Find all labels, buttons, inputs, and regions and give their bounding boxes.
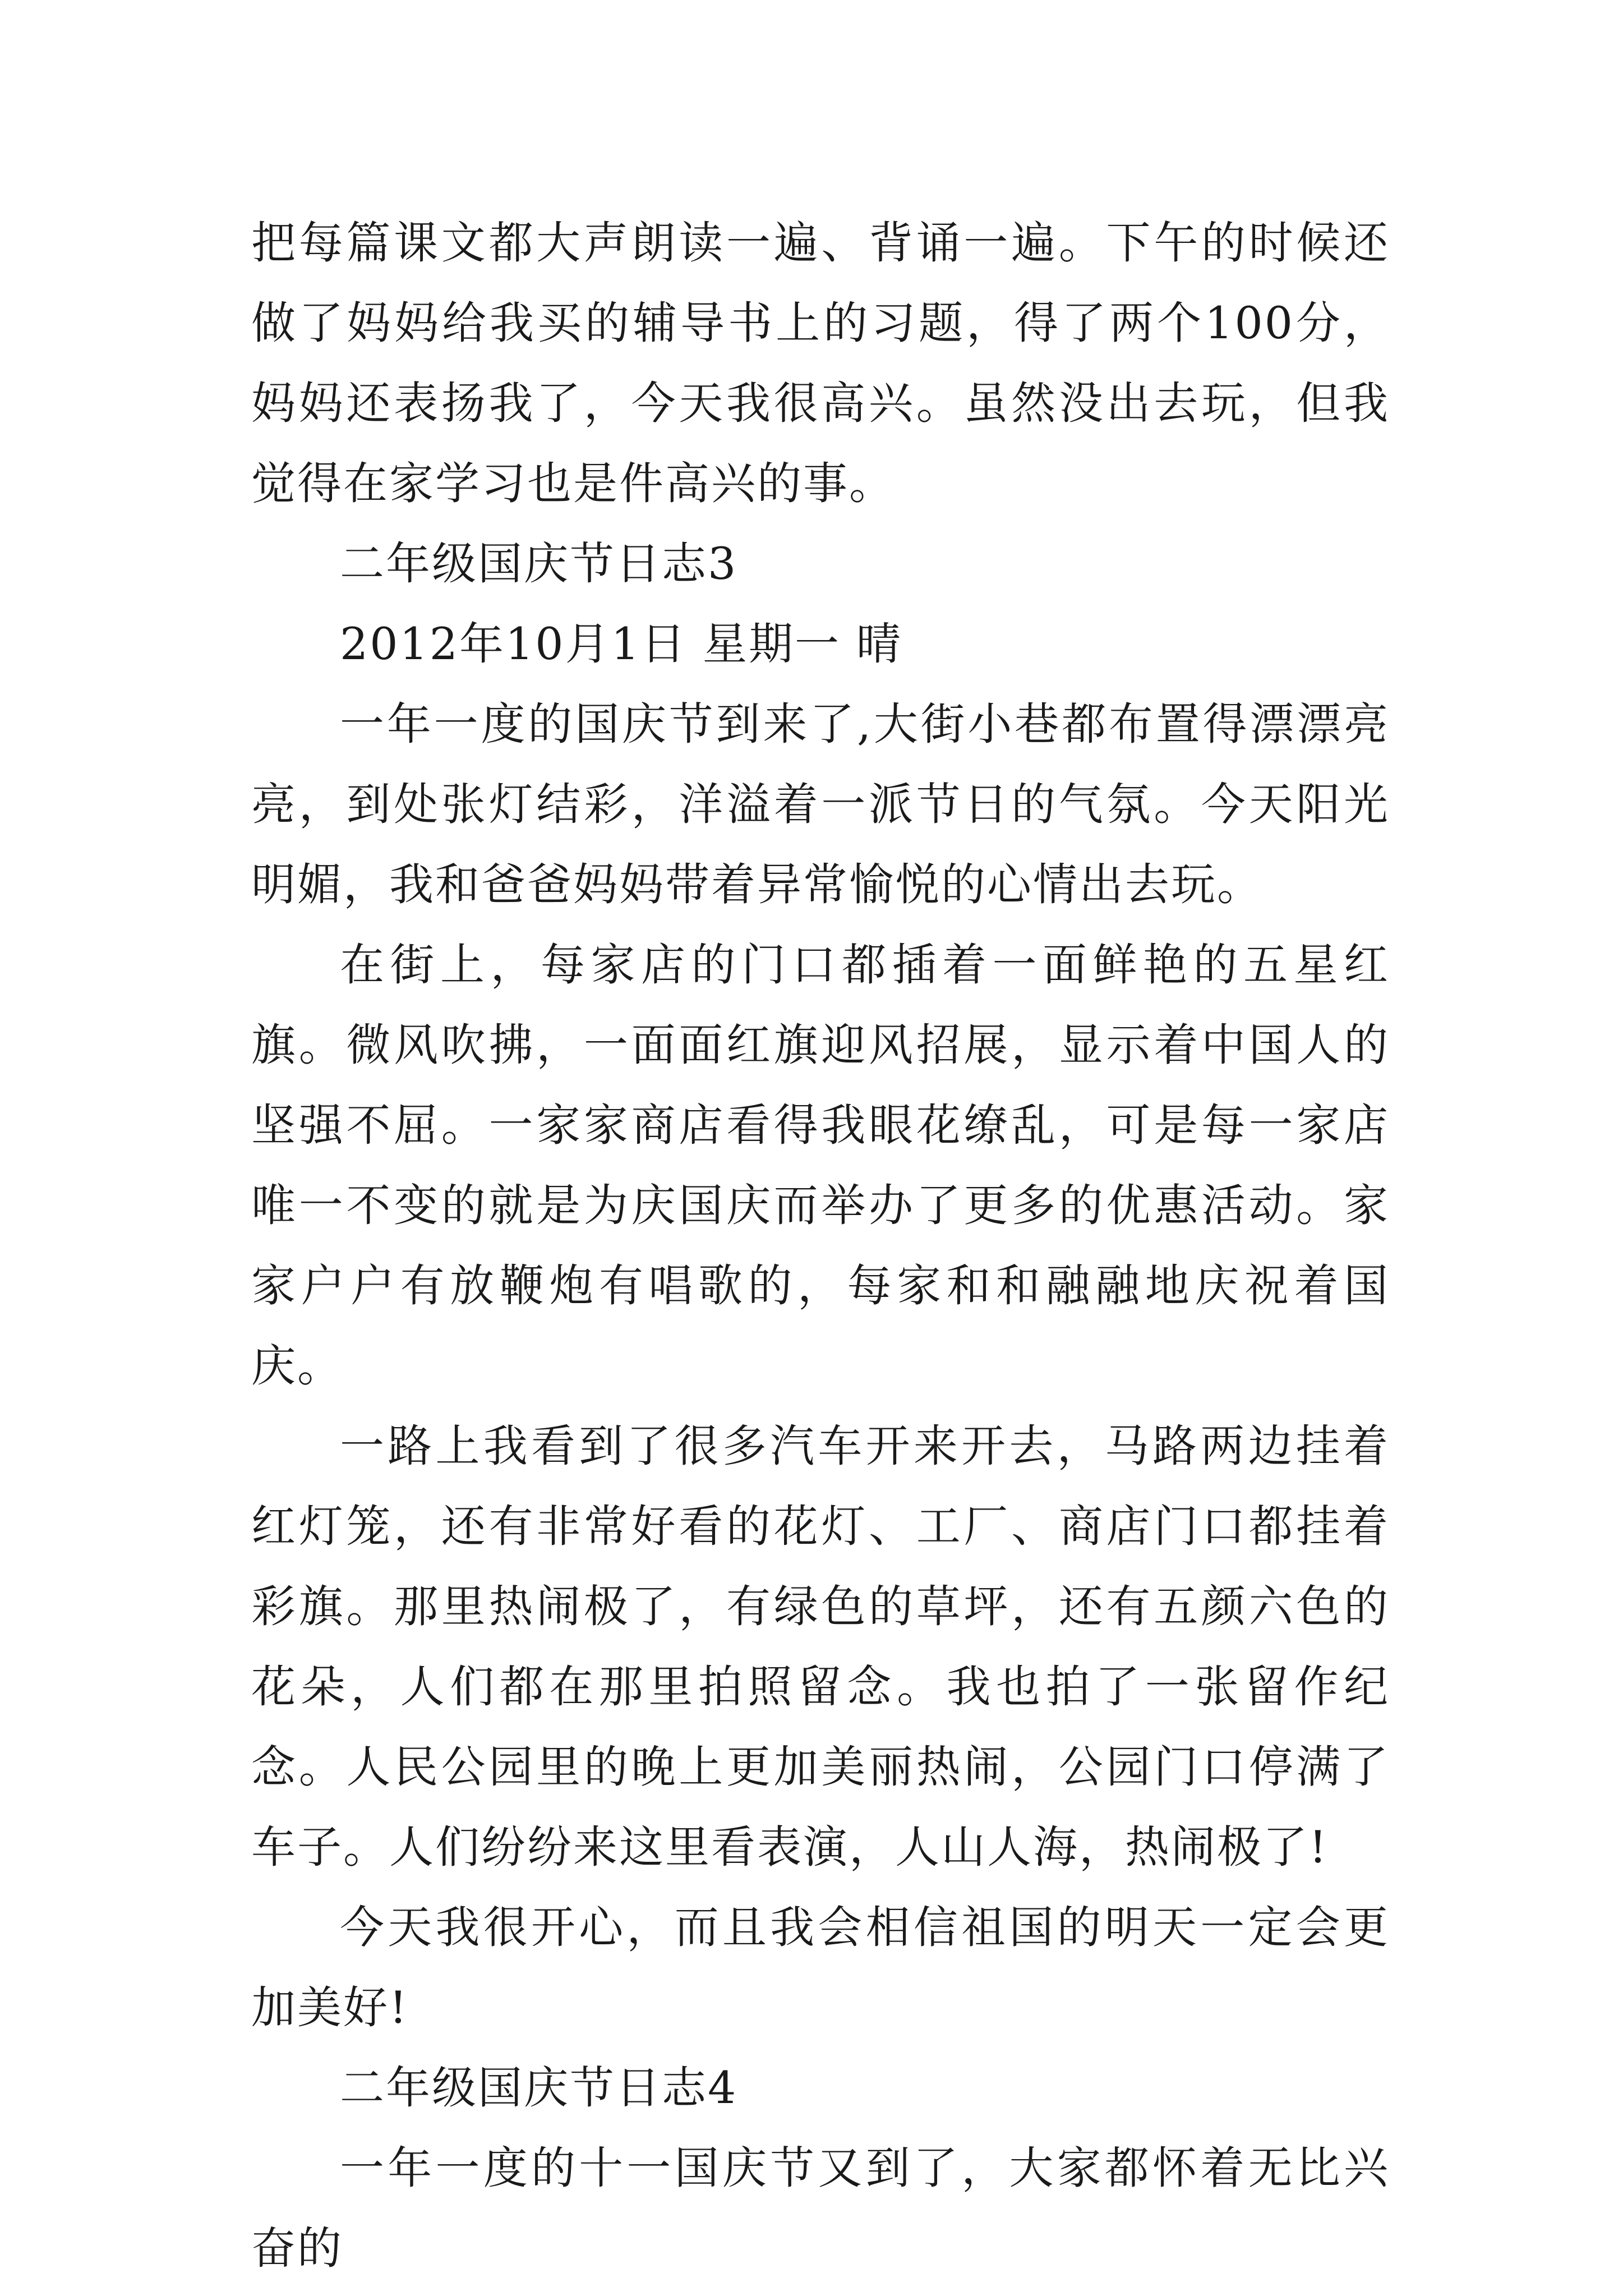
- paragraph-5: 今天我很开心，而且我会相信祖国的明天一定会更加美好!: [251, 1902, 1390, 2033]
- paragraph-6: 一年一度的十一国庆节又到了，大家都怀着无比兴奋的: [251, 2142, 1390, 2274]
- section-heading-4: 二年级国庆节日志4: [340, 2062, 738, 2114]
- paragraph-2: 一年一度的国庆节到来了,大街小巷都布置得漂漂亮亮，到处张灯结彩，洋溢着一派节日的气氛。今天阳光明媚，我和爸爸妈妈带着异常愉悦的心情出去玩。: [251, 698, 1390, 910]
- paragraph-1: 把每篇课文都大声朗读一遍、背诵一遍。下午的时候还做了妈妈给我买的辅导书上的习题，得了两个100分，妈妈还表扬我了，今天我很高兴。虽然没出去玩，但我觉得在家学习也是件高兴的事。: [251, 217, 1390, 509]
- paragraph-4: 一路上我看到了很多汽车开来开去，马路两边挂着红灯笼，还有非常好看的花灯、工厂、商店门口都挂着彩旗。那里热闹极了，有绿色的草坪，还有五颜六色的花朵，人们都在那里拍照留念。我也拍了一张留作纪念。人民公园里的晚上更加美丽热闹，公园门口停满了车子。人们纷纷来这里看表演，人山人海，热闹极了!: [251, 1420, 1390, 1873]
- section-heading-3: 二年级国庆节日志3: [340, 538, 738, 590]
- diary-date-line: 2012年10月1日 星期一 晴: [340, 618, 903, 670]
- document-page: [251, 203, 1390, 2289]
- paragraph-3: 在街上，每家店的门口都插着一面鲜艳的五星红旗。微风吹拂，一面面红旗迎风招展，显示着中国人的坚强不屈。一家家商店看得我眼花缭乱，可是每一家店唯一不变的就是为庆国庆而举办了更多的优惠活动。家家户户有放鞭炮有唱歌的，每家和和融融地庆祝着国庆。: [251, 939, 1390, 1392]
